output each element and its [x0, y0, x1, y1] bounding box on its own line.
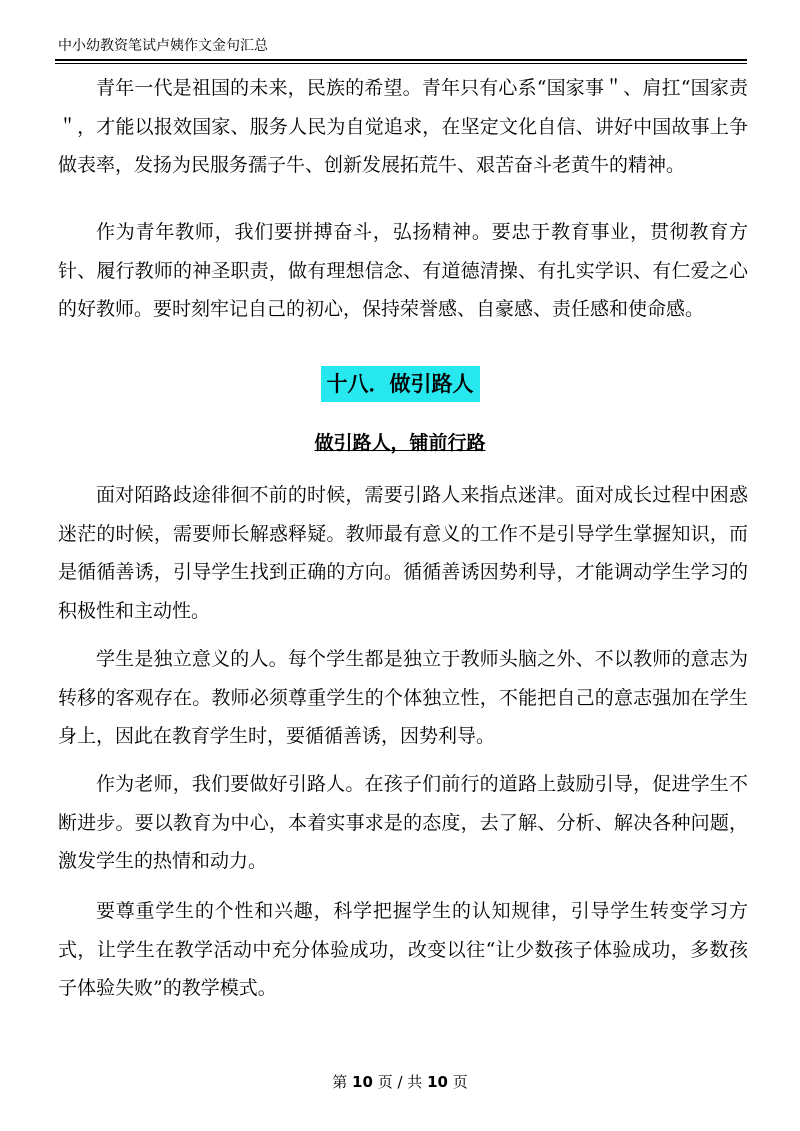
footer-total-pages: 10 [427, 1073, 448, 1091]
paragraph: 青年一代是祖国的未来，民族的希望。青年只有心系“国家事＂、肩扛“国家责＂，才能以报效国家、服务人民为自觉追求，在坚定文化自信、讲好中国故事上争做表率，发扬为民服务孺子牛、创新发展拓荒牛、艰苦奋斗老黄牛的精神。 [58, 77, 748, 176]
page-footer [0, 1072, 800, 1092]
paragraph: 面对陌路歧途徘徊不前的时候，需要引路人来指点迷津。面对成长过程中困惑迷茫的时候，需要师长解惑释疑。教师最有意义的工作不是引导学生掌握知识，而是循循善诱，引导学生找到正确的方向。循循善诱因势利导，才能调动学生学习的积极性和主动性。 [58, 484, 748, 622]
footer-suffix: 页 [452, 1073, 468, 1091]
paragraph: 要尊重学生的个性和兴趣，科学把握学生的认知规律，引导学生转变学习方式，让学生在教学活动中充分体验成功，改变以往“让少数孩子体验成功，多数孩子体验失败”的教学模式。 [58, 900, 748, 999]
header-rule-thin [55, 63, 747, 64]
footer-middle: 页 / 共 [377, 1073, 423, 1091]
footer-page-number: 10 [352, 1073, 373, 1091]
paragraph: 学生是独立意义的人。每个学生都是独立于教师头脑之外、不以教师的意志为转移的客观存在。教师必须尊重学生的个体独立性，不能把自己的意志强加在学生身上，因此在教育学生时，要循循善诱，因势利导。 [58, 648, 748, 747]
paragraph: 作为青年教师，我们要拼搏奋斗，弘扬精神。要忠于教育事业，贯彻教育方针、履行教师的神圣职责，做有理想信念、有道德清操、有扎实学识、有仁爱之心的好教师。要时刻牢记自己的初心，保持荣誉感、自豪感、责任感和使命感。 [58, 221, 748, 320]
section-heading: 十八．做引路人 [321, 366, 480, 402]
page-header-title: 中小幼教资笔试卢姨作文金句汇总 [58, 38, 268, 54]
section-subheading: 做引路人，铺前行路 [314, 432, 486, 454]
section-heading-container [0, 366, 800, 402]
header-rule-thick [55, 59, 747, 61]
footer-prefix: 第 [332, 1073, 348, 1091]
paragraph: 作为老师，我们要做好引路人。在孩子们前行的道路上鼓励引导，促进学生不断进步。要以教育为中心，本着实事求是的态度，去了解、分析、解决各种问题，激发学生的热情和动力。 [58, 773, 748, 872]
